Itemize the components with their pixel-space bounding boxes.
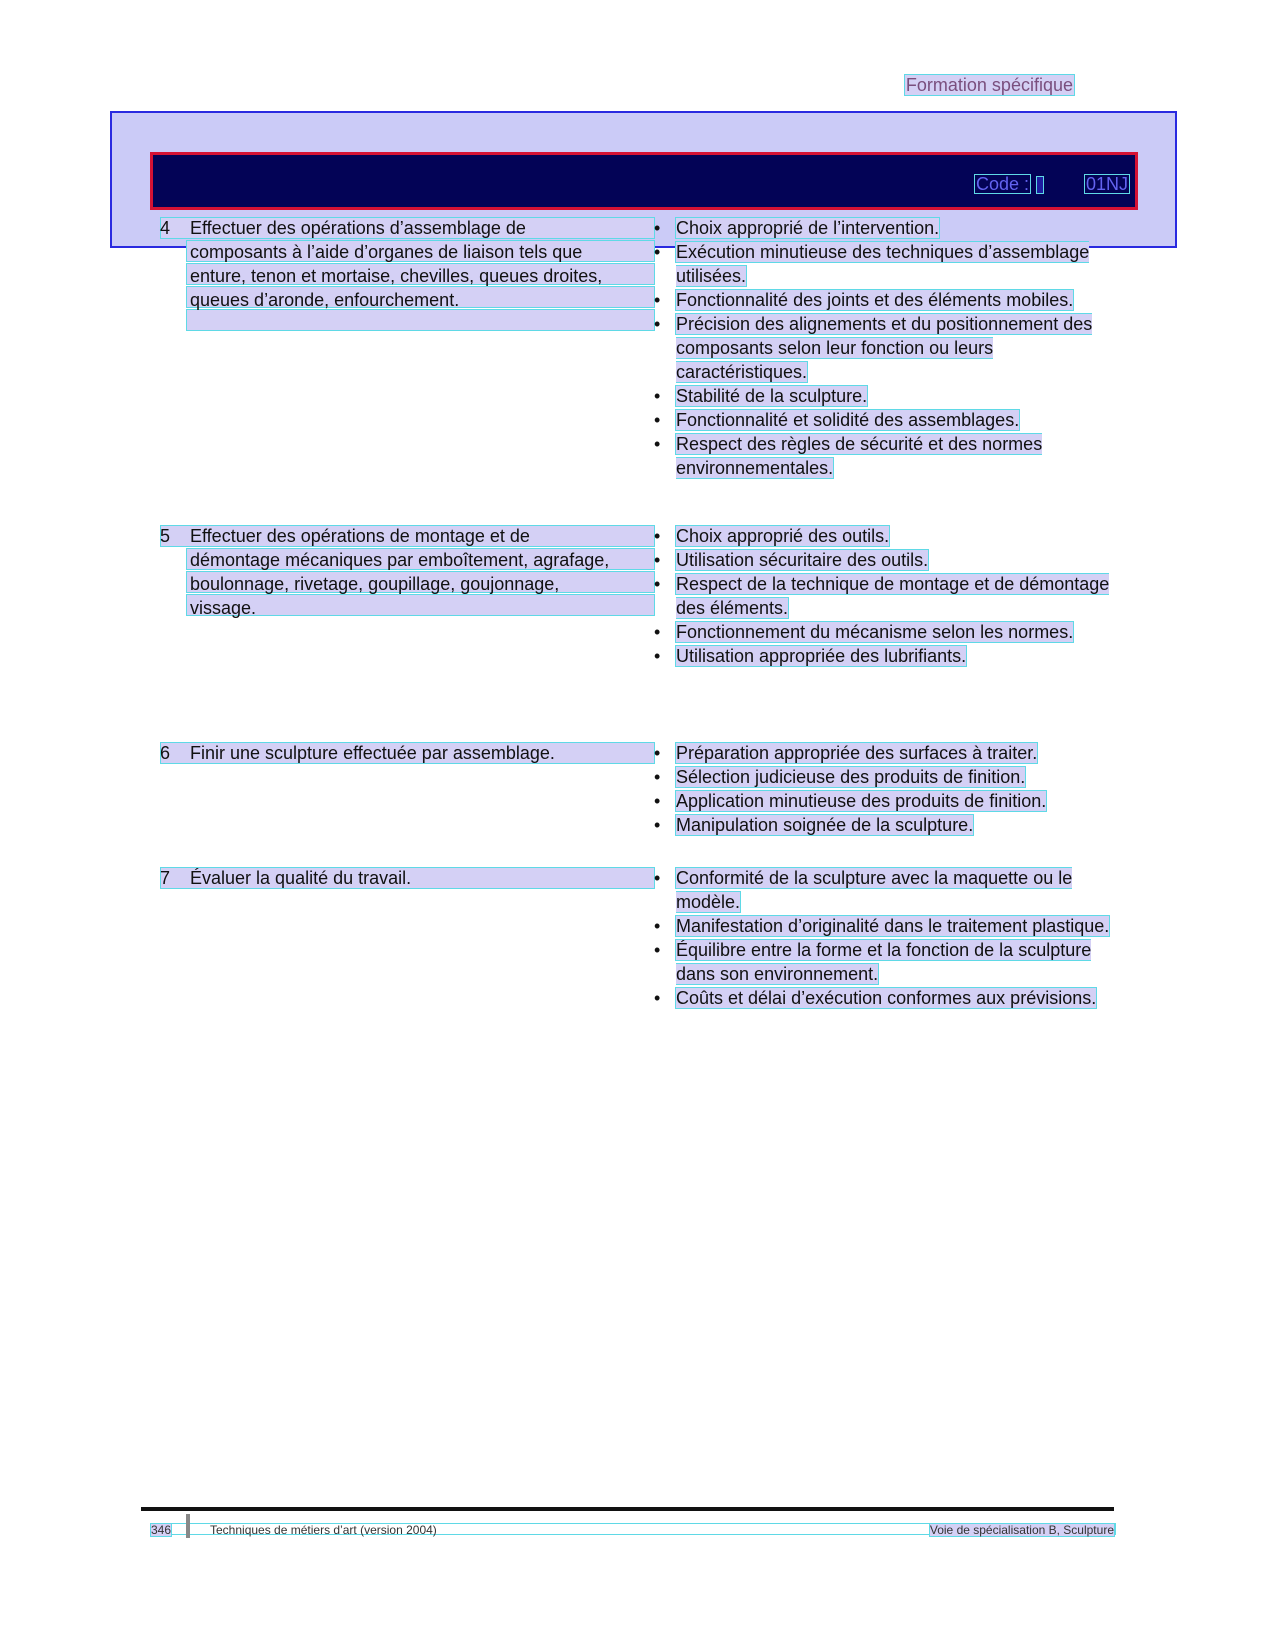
- criterion: • Exécution minutieuse des techniques d’assemblage utilisées.: [652, 240, 1122, 288]
- criteria-list: [652, 216, 1122, 480]
- step-description: Effectuer des opérations de montage et de démontage mécaniques par emboîtement, agrafage, boulonnage, rivetage, goupillage, goujonnage, vissage.: [190, 526, 610, 618]
- document-title: Techniques de métiers d’art (version 2004): [210, 1523, 437, 1537]
- criterion: • Coûts et délai d’exécution conformes aux prévisions.: [652, 986, 1122, 1010]
- criterion: • Équilibre entre la forme et la fonction de la sculpture dans son environnement.: [652, 938, 1122, 986]
- criterion: • Préparation appropriée des surfaces à traiter.: [652, 741, 1122, 765]
- step-number: 6: [160, 743, 171, 763]
- criterion: • Choix approprié des outils.: [652, 524, 1122, 548]
- code-value: 01NJ: [1086, 174, 1129, 194]
- footer-divider: [141, 1507, 1114, 1511]
- course-code-bar: [150, 152, 1138, 210]
- criterion: • Choix approprié de l’intervention.: [652, 216, 1122, 240]
- criterion: • Précision des alignements et du positionnement des composants selon leur fonction ou leurs caractéristiques.: [652, 312, 1122, 384]
- criterion: • Conformité de la sculpture avec la maquette ou le modèle.: [652, 866, 1122, 914]
- step-number: 5: [160, 526, 171, 546]
- criteria-list: [652, 866, 1122, 1010]
- criterion: • Manipulation soignée de la sculpture.: [652, 813, 1122, 837]
- step-description: Effectuer des opérations d’assemblage de composants à l’aide d’organes de liaison tels que enture, tenon et mortaise, chevilles, queues droites, queues d’aronde, enfourchement.: [190, 218, 603, 310]
- criteria-list: [652, 524, 1122, 668]
- criterion: • Fonctionnement du mécanisme selon les normes.: [652, 620, 1122, 644]
- criterion: • Fonctionnalité des joints et des éléments mobiles.: [652, 288, 1122, 312]
- step-number: 4: [160, 218, 171, 238]
- footer-separator: [186, 1514, 190, 1538]
- criterion: • Fonctionnalité et solidité des assemblages.: [652, 408, 1122, 432]
- criterion: • Respect de la technique de montage et de démontage des éléments.: [652, 572, 1122, 620]
- code-label: Code :: [976, 174, 1030, 194]
- specialization-track: Voie de spécialisation B, Sculpture: [929, 1523, 1114, 1537]
- criterion: • Utilisation sécuritaire des outils.: [652, 548, 1122, 572]
- step-description: Finir une sculpture effectuée par assemblage.: [190, 743, 555, 763]
- criterion: • Sélection judicieuse des produits de finition.: [652, 765, 1122, 789]
- section-title: Formation spécifique: [905, 75, 1073, 95]
- criterion: • Respect des règles de sécurité et des normes environnementales.: [652, 432, 1122, 480]
- page-number: 346: [151, 1523, 172, 1537]
- criterion: • Utilisation appropriée des lubrifiants.: [652, 644, 1122, 668]
- step-number: 7: [160, 868, 171, 888]
- code-separator: [1036, 176, 1044, 194]
- criterion: • Stabilité de la sculpture.: [652, 384, 1122, 408]
- criteria-list: [652, 741, 1122, 837]
- criterion: • Application minutieuse des produits de finition.: [652, 789, 1122, 813]
- criterion: • Manifestation d’originalité dans le traitement plastique.: [652, 914, 1122, 938]
- step-description: Évaluer la qualité du travail.: [190, 868, 412, 888]
